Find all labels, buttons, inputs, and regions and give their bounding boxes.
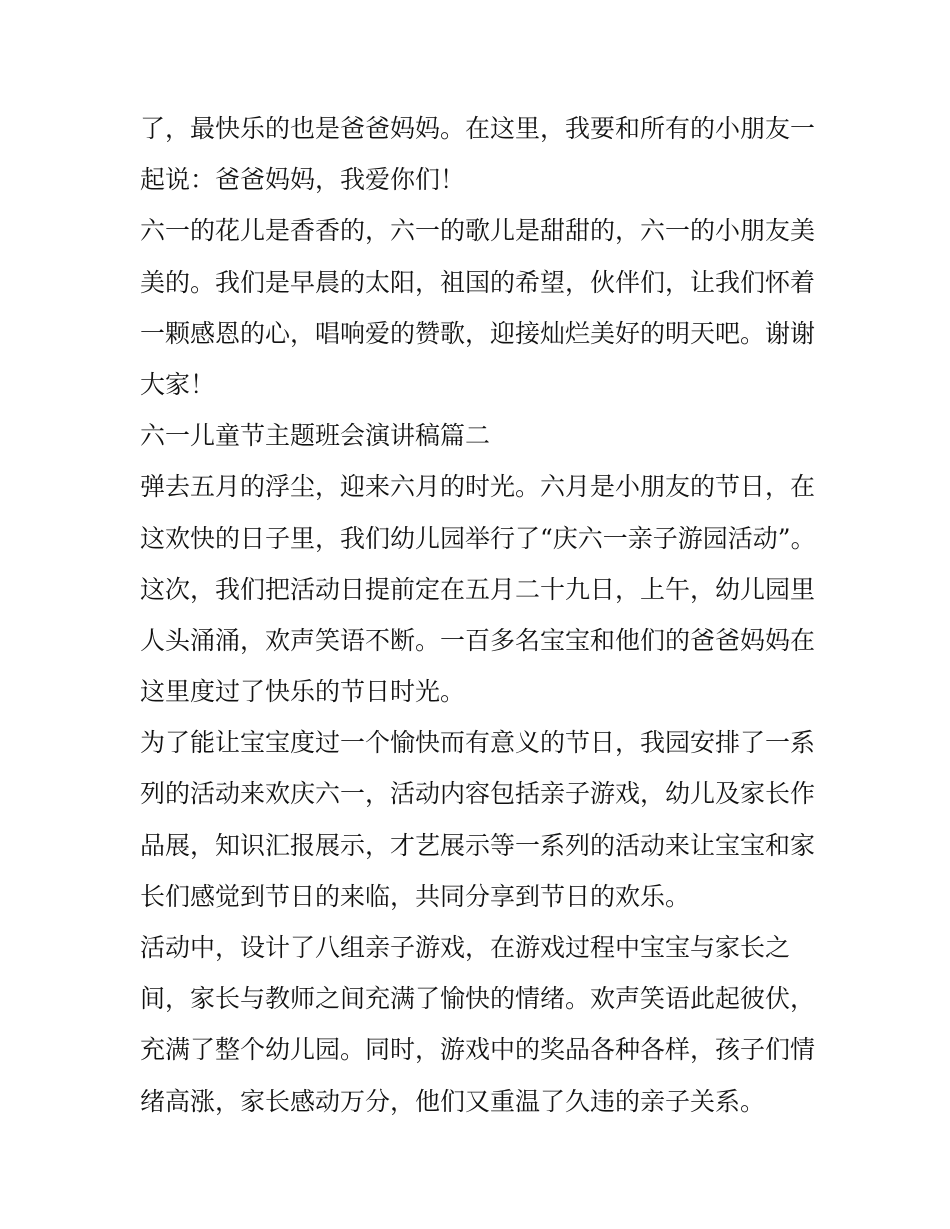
text-line: 弹去五月的浮尘，迎来六月的时光。六月是小朋友的节日，在 bbox=[140, 472, 816, 502]
text-line: 充满了整个幼儿园。同时，游戏中的奖品各种各样，孩子们情 bbox=[140, 1035, 816, 1065]
text-line: 一颗感恩的心，唱响爱的赞歌，迎接灿烂美好的明天吧。谢谢 bbox=[140, 318, 816, 348]
text-line: 活动中，设计了八组亲子游戏，在游戏过程中宝宝与家长之 bbox=[140, 933, 791, 962]
text-line: 列的活动来欢庆六一，活动内容包括亲子游戏，幼儿及家长作 bbox=[140, 779, 816, 809]
document-body bbox=[140, 103, 820, 1127]
text-line: 绪高涨，家长感动万分，他们又重温了久违的亲子关系。 bbox=[140, 1086, 766, 1116]
text-line: 六一的花儿是香香的，六一的歌儿是甜甜的，六一的小朋友美 bbox=[140, 216, 816, 246]
text-line: 长们感觉到节日的来临，共同分享到节日的欢乐。 bbox=[140, 881, 691, 911]
text-line: 了，最快乐的也是爸爸妈妈。在这里，我要和所有的小朋友一 bbox=[140, 114, 816, 143]
text-line: 人头涌涌，欢声笑语不断。一百多名宝宝和他们的爸爸妈妈在 bbox=[140, 625, 816, 655]
text-line: 这欢快的日子里，我们幼儿园举行了“庆六一亲子游园活动”。 bbox=[140, 523, 816, 553]
text-line: 间，家长与教师之间充满了愉快的情绪。欢声笑语此起彼伏， bbox=[140, 984, 816, 1014]
text-line: 这次，我们把活动日提前定在五月二十九日，上午，幼儿园里 bbox=[140, 574, 816, 604]
text-line: 美的。我们是早晨的太阳，祖国的希望，伙伴们，让我们怀着 bbox=[140, 267, 816, 297]
text-line: 起说：爸爸妈妈，我爱你们！ bbox=[140, 165, 466, 195]
section-heading: 六一儿童节主题班会演讲稿篇二 bbox=[140, 421, 491, 451]
text-line: 品展，知识汇报展示，才艺展示等一系列的活动来让宝宝和家 bbox=[140, 830, 816, 860]
text-line: 为了能让宝宝度过一个愉快而有意义的节日，我园安排了一系 bbox=[140, 728, 816, 758]
text-line: 这里度过了快乐的节日时光。 bbox=[140, 677, 466, 707]
text-line: 大家！ bbox=[140, 369, 216, 399]
